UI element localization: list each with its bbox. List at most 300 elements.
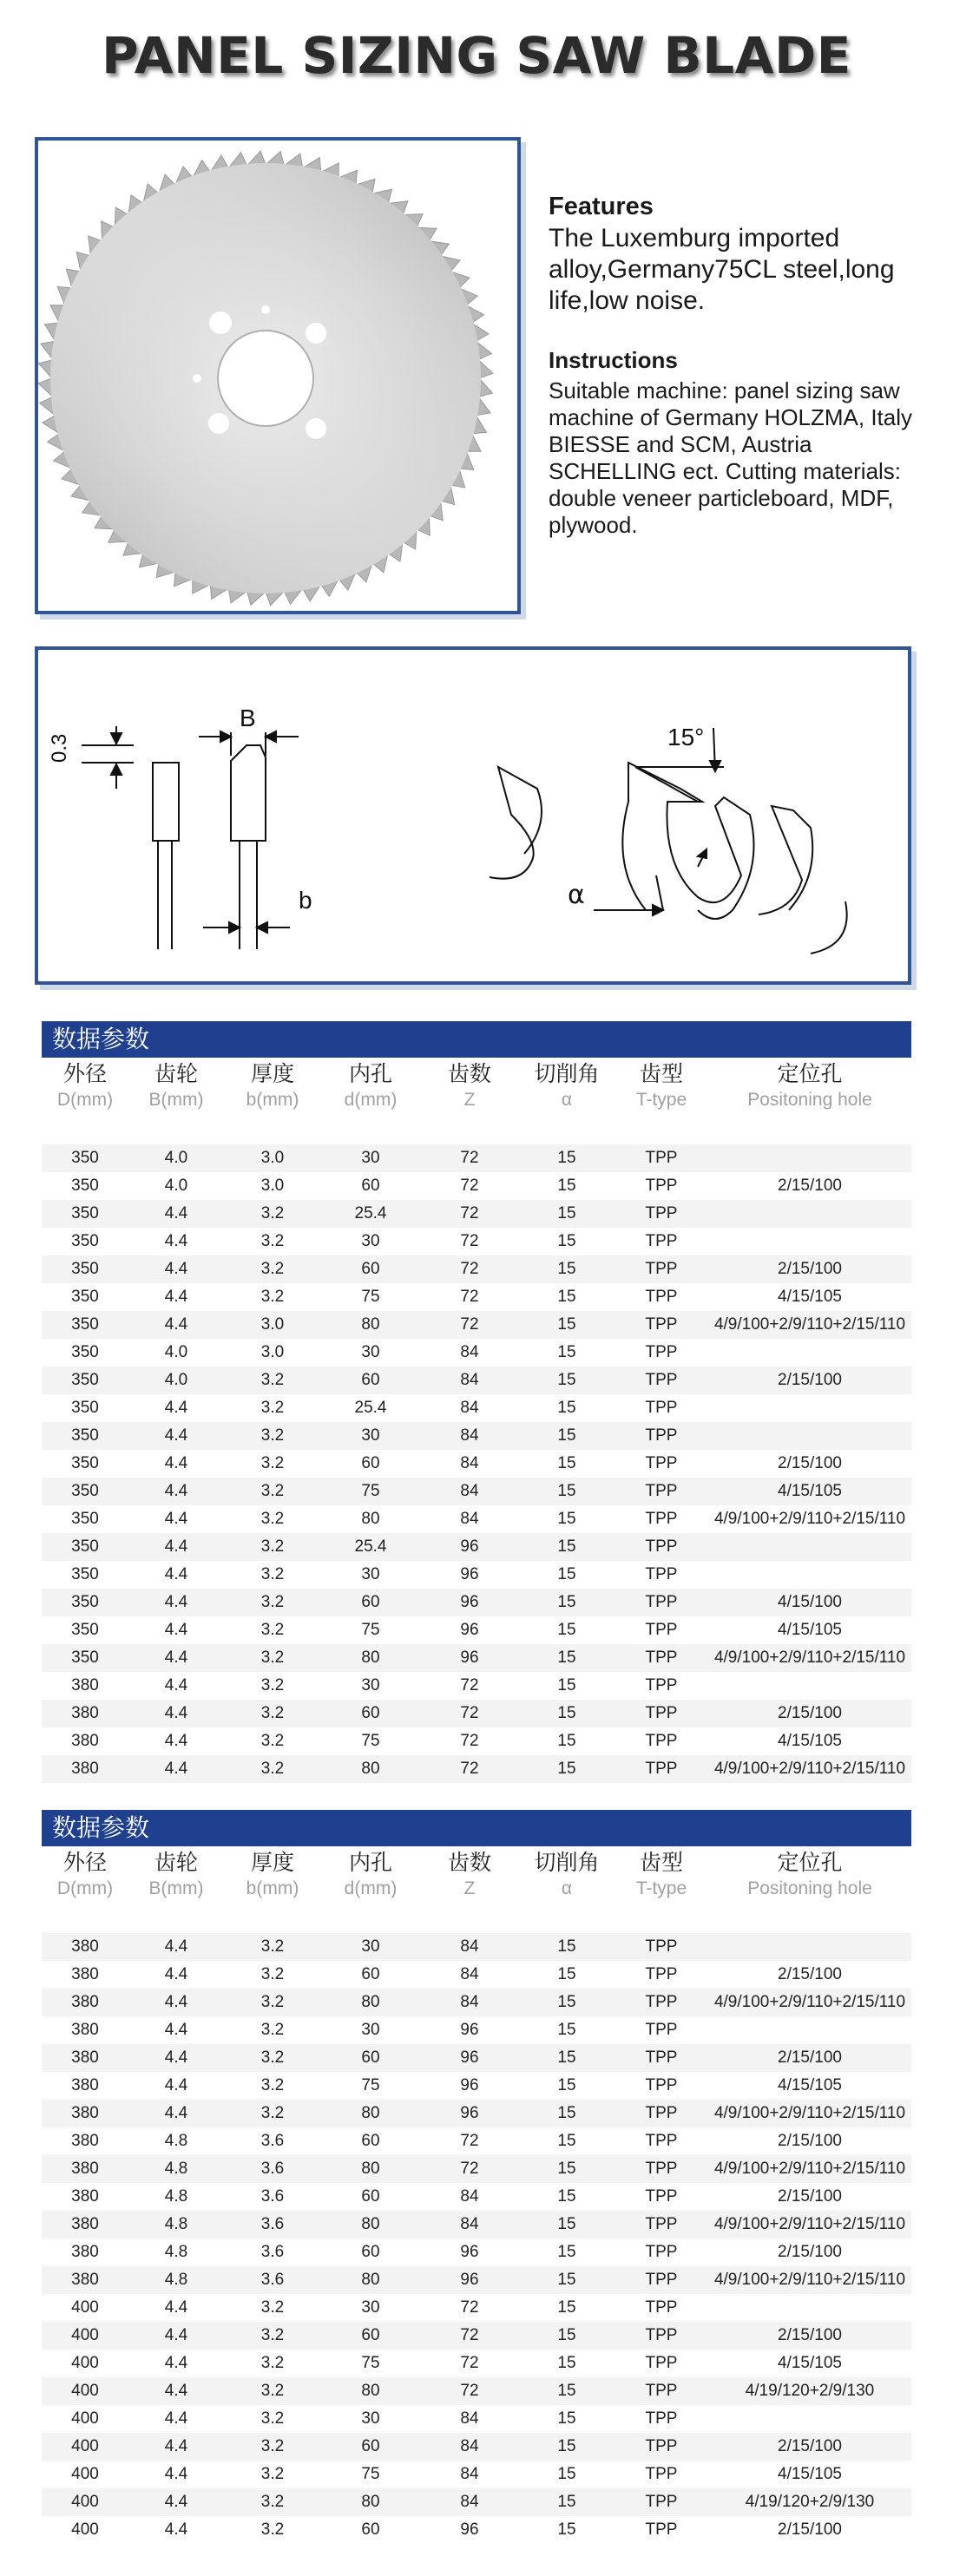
table-cell: 350 <box>71 1454 99 1472</box>
table-cell: 3.2 <box>260 2104 285 2122</box>
table-cell: 3.2 <box>260 1399 285 1417</box>
table-cell: 4.8 <box>164 2187 188 2206</box>
table-row <box>42 1505 911 1533</box>
table-cell: 380 <box>71 1676 99 1694</box>
table-cell: TPP <box>645 2437 678 2455</box>
table-cell: 72 <box>460 1177 479 1195</box>
table-cell: 4/15/105 <box>778 1621 842 1639</box>
table-cell: 400 <box>71 2437 99 2455</box>
table-cell: 2/15/100 <box>778 1454 842 1472</box>
table-row <box>42 2516 911 2544</box>
table-cell: 3.2 <box>260 1993 285 2011</box>
table-cell: 30 <box>361 1343 380 1361</box>
table-cell: 84 <box>460 1426 479 1445</box>
table-row <box>42 2405 911 2433</box>
table-header-en <box>42 1087 911 1113</box>
table-row <box>42 2044 911 2072</box>
table-cell: 15 <box>557 2437 576 2455</box>
table-cell: 72 <box>460 1732 479 1750</box>
table-cell: 15 <box>557 2187 576 2206</box>
column-header-en: D(mm) <box>56 1878 114 1898</box>
table-cell: 15 <box>557 2021 576 2039</box>
table-cell: 2/15/100 <box>778 2243 842 2261</box>
table-cell: 15 <box>557 1537 576 1556</box>
column-header-en: α <box>561 1090 573 1110</box>
table-cell: TPP <box>645 2493 678 2511</box>
table-cell: 15 <box>557 1454 576 1472</box>
table-cell: 15 <box>557 1704 576 1722</box>
table-cell: 96 <box>460 2076 479 2094</box>
table-cell: 4/19/120+2/9/130 <box>745 2382 875 2400</box>
table-body <box>42 1144 911 1783</box>
table-cell: 3.2 <box>260 1232 285 1250</box>
table-cell: TPP <box>645 1260 678 1278</box>
table-cell: 4.4 <box>164 1993 188 2011</box>
table-cell: 15 <box>557 2520 576 2539</box>
table-cell: 72 <box>460 2160 479 2178</box>
table-row <box>42 1394 911 1422</box>
table-cell: 4.4 <box>164 2354 188 2372</box>
table-cell: 60 <box>361 1260 380 1278</box>
table-row <box>42 1339 911 1367</box>
table-row <box>42 1478 911 1505</box>
table-cell: 84 <box>460 2437 479 2455</box>
table-cell: 3.2 <box>260 2021 285 2039</box>
saw-blade-icon <box>38 141 517 611</box>
table-cell: 4.4 <box>164 1732 188 1750</box>
table-cell: 4.4 <box>164 1760 188 1778</box>
table-cell: 72 <box>460 2326 479 2344</box>
table-cell: 4/19/120+2/9/130 <box>745 2493 875 2511</box>
table-cell: 4/15/105 <box>778 2076 842 2094</box>
table-cell: 15 <box>557 1426 576 1445</box>
table-row <box>42 1755 911 1783</box>
table-cell: 75 <box>361 1288 380 1306</box>
table-cell: 3.2 <box>260 1732 285 1750</box>
table-cell: 4.4 <box>164 2021 188 2039</box>
table-cell: 30 <box>361 1149 380 1167</box>
table-cell: TPP <box>645 2409 678 2428</box>
column-header-en: b(mm) <box>246 1090 299 1110</box>
table-cell: 3.2 <box>260 1454 285 1472</box>
table-cell: 4.4 <box>164 1676 188 1694</box>
table-cell: 380 <box>71 2048 99 2067</box>
column-header-cn: 定位孔 <box>777 1850 843 1875</box>
table-cell: 4/15/105 <box>778 2465 842 2483</box>
table-cell: 4.4 <box>164 2076 188 2094</box>
features-block <box>549 193 930 317</box>
table-cell: TPP <box>645 2354 678 2372</box>
table-header-cn <box>42 1846 911 1876</box>
table-cell: 3.2 <box>260 1760 285 1778</box>
table-cell: 84 <box>460 2409 479 2428</box>
table-cell: 3.2 <box>260 2048 285 2067</box>
table-cell: 400 <box>71 2409 99 2428</box>
table-cell: 400 <box>71 2326 99 2344</box>
table-cell: 72 <box>460 1676 479 1694</box>
table-cell: 350 <box>71 1204 99 1222</box>
table-cell: 3.2 <box>260 1676 285 1694</box>
table-cell: 72 <box>460 2354 479 2372</box>
table-cell: 15 <box>557 2354 576 2372</box>
column-header-cn: 齿数 <box>447 1850 491 1875</box>
column-header-cn: 定位孔 <box>777 1061 843 1086</box>
table-cell: 15 <box>557 2132 576 2150</box>
table-cell: 60 <box>361 2326 380 2344</box>
table-cell: 4/9/100+2/9/110+2/15/110 <box>713 2160 906 2178</box>
table-cell: 4.8 <box>164 2271 188 2289</box>
table-cell: 2/15/100 <box>778 2520 842 2539</box>
table-cell: 350 <box>71 1593 99 1611</box>
table-cell: TPP <box>645 1621 678 1639</box>
table-cell: 25.4 <box>354 1204 387 1222</box>
table-cell: 4.4 <box>164 1565 188 1583</box>
features-heading: Features <box>549 193 654 220</box>
table-cell: 84 <box>460 1482 479 1500</box>
table-row <box>42 1422 911 1450</box>
column-header-cn: 齿轮 <box>154 1061 198 1086</box>
table-cell: TPP <box>645 1760 678 1778</box>
table-cell: 400 <box>71 2520 99 2539</box>
table-cell: 80 <box>361 2215 380 2233</box>
table-cell: 3.0 <box>260 1343 285 1361</box>
table-row <box>42 1367 911 1394</box>
table-cell: TPP <box>645 2215 678 2233</box>
dim-B-label: B <box>240 705 256 731</box>
table-cell: 84 <box>460 1965 479 1983</box>
table-cell: 3.0 <box>260 1149 285 1167</box>
table-cell: 30 <box>361 1232 380 1250</box>
table-cell: 15 <box>557 2298 576 2317</box>
column-header-en: T-type <box>635 1878 687 1898</box>
table-row <box>42 2461 911 2488</box>
table-cell: 4.4 <box>164 1593 188 1611</box>
table-row <box>42 1255 911 1283</box>
table-cell: 84 <box>460 1454 479 1472</box>
table-cell: 15 <box>557 2493 576 2511</box>
table-cell: 84 <box>460 1399 479 1417</box>
table-cell: 84 <box>460 2187 479 2206</box>
features-text: The Luxemburg imported alloy,Germany75CL steel,long life,low noise. <box>549 224 895 315</box>
table-cell: TPP <box>645 1649 678 1667</box>
table-row <box>42 1933 911 1961</box>
table-cell: 60 <box>361 1704 380 1722</box>
table-cell: TPP <box>645 1288 678 1306</box>
table-cell: TPP <box>645 2076 678 2094</box>
table-cell: 380 <box>71 2021 99 2039</box>
table-cell: 15 <box>557 2382 576 2400</box>
table-cell: 4.4 <box>164 1454 188 1472</box>
column-header-cn: 切削角 <box>534 1850 600 1875</box>
blade-image-frame <box>35 137 521 614</box>
table-cell: 15 <box>557 2243 576 2261</box>
table-cell: 3.2 <box>260 2298 285 2317</box>
table-cell: 80 <box>361 1510 380 1528</box>
table-cell: 80 <box>361 1760 380 1778</box>
table-cell: 3.2 <box>260 1510 285 1528</box>
table-cell: 380 <box>71 2132 99 2150</box>
table-cell: 60 <box>361 1965 380 1983</box>
table-cell: 4.8 <box>164 2243 188 2261</box>
table-cell: 75 <box>361 1482 380 1500</box>
table-cell: 60 <box>361 1177 380 1195</box>
table-header-cn <box>42 1058 911 1087</box>
table-cell: 350 <box>71 1510 99 1528</box>
table-cell: 4.4 <box>164 1288 188 1306</box>
table-cell: TPP <box>645 1993 678 2011</box>
table-cell: 3.2 <box>260 2465 285 2483</box>
table-row <box>42 1700 911 1727</box>
column-header-cn: 内孔 <box>348 1850 392 1875</box>
table-row <box>42 1727 911 1755</box>
table-cell: 84 <box>460 1993 479 2011</box>
table-cell: 75 <box>361 1732 380 1750</box>
table-cell: 4.0 <box>164 1371 188 1389</box>
table-cell: 4.8 <box>164 2215 188 2233</box>
table-cell: 80 <box>361 1993 380 2011</box>
table-body <box>42 1933 911 2544</box>
table-cell: 4.4 <box>164 2493 188 2511</box>
table-cell: 380 <box>71 1937 99 1956</box>
table-cell: 60 <box>361 2187 380 2206</box>
table-cell: 30 <box>361 1565 380 1583</box>
table-cell: 4.4 <box>164 1649 188 1667</box>
table-cell: 350 <box>71 1537 99 1556</box>
table-cell: 15 <box>557 1993 576 2011</box>
table-row <box>42 2211 911 2238</box>
table-cell: 72 <box>460 2298 479 2317</box>
table-cell: 350 <box>71 1315 99 1334</box>
table-cell: 15 <box>557 2076 576 2094</box>
table-cell: 15 <box>557 1565 576 1583</box>
table-cell: TPP <box>645 2326 678 2344</box>
table-cell: 84 <box>460 2465 479 2483</box>
table-cell: 80 <box>361 2104 380 2122</box>
table-cell: 30 <box>361 1426 380 1445</box>
table-cell: 350 <box>71 1399 99 1417</box>
table-row <box>42 2127 911 2155</box>
table-cell: 350 <box>71 1343 99 1361</box>
table-row <box>42 2016 911 2044</box>
table-cell: 80 <box>361 2160 380 2178</box>
table-cell: 72 <box>460 1288 479 1306</box>
table-cell: 4.4 <box>164 2437 188 2455</box>
column-header-en: d(mm) <box>344 1090 398 1110</box>
table-cell: 350 <box>71 1649 99 1667</box>
table-cell: 15 <box>557 1399 576 1417</box>
table-cell: 15 <box>557 1315 576 1334</box>
table-cell: 3.2 <box>260 1204 285 1222</box>
table-cell: 4/15/105 <box>778 1732 842 1750</box>
table-cell: 30 <box>361 2409 380 2428</box>
table-cell: 350 <box>71 1565 99 1583</box>
table-cell: 4.4 <box>164 1510 188 1528</box>
column-header-cn: 外径 <box>62 1061 107 1086</box>
instructions-heading: Instructions <box>549 347 678 373</box>
table-cell: 380 <box>71 2271 99 2289</box>
table-cell: TPP <box>645 2271 678 2289</box>
table-cell: 3.2 <box>260 1482 285 1500</box>
table-cell: TPP <box>645 1315 678 1334</box>
table-cell: 4.4 <box>164 2382 188 2400</box>
table-cell: 2/15/100 <box>778 2187 842 2206</box>
table-cell: 4/15/105 <box>778 2354 842 2372</box>
table-row <box>42 2433 911 2461</box>
table-cell: 84 <box>460 1510 479 1528</box>
table-cell: 350 <box>71 1621 99 1639</box>
table-cell: 15 <box>557 2048 576 2067</box>
table-row <box>42 2183 911 2211</box>
table-row <box>42 2350 911 2377</box>
table-cell: 400 <box>71 2493 99 2511</box>
table-cell: 4.0 <box>164 1343 188 1361</box>
table-cell: 350 <box>71 1232 99 1250</box>
table-cell: TPP <box>645 2048 678 2067</box>
table-row <box>42 1200 911 1228</box>
table-cell: 4.4 <box>164 1621 188 1639</box>
spec-table-1 <box>42 1021 911 1783</box>
table-cell: 96 <box>460 1621 479 1639</box>
table-cell: 3.2 <box>260 2493 285 2511</box>
table-cell: 3.0 <box>260 1315 285 1334</box>
table-cell: TPP <box>645 2298 678 2317</box>
table-cell: 84 <box>460 2493 479 2511</box>
table-cell: 2/15/100 <box>778 2326 842 2344</box>
table-cell: 15 <box>557 1676 576 1694</box>
table-cell: 25.4 <box>354 1399 387 1417</box>
table-cell: 84 <box>460 2215 479 2233</box>
table-cell: 4/9/100+2/9/110+2/15/110 <box>713 2215 906 2233</box>
table-cell: TPP <box>645 2465 678 2483</box>
table-cell: 4/15/105 <box>778 1482 842 1500</box>
table-cell: 4.4 <box>164 2326 188 2344</box>
table-cell: 4.4 <box>164 1704 188 1722</box>
table-cell: 3.6 <box>260 2187 285 2206</box>
table-cell: 96 <box>460 2243 479 2261</box>
table-cell: 4.8 <box>164 2160 188 2178</box>
table-cell: 4.4 <box>164 1537 188 1556</box>
table-cell: 3.2 <box>260 1593 285 1611</box>
table-cell: 72 <box>460 1260 479 1278</box>
table-row <box>42 2377 911 2405</box>
table-cell: 84 <box>460 1343 479 1361</box>
table-cell: 350 <box>71 1260 99 1278</box>
table-cell: 380 <box>71 2187 99 2206</box>
table-cell: 380 <box>71 1732 99 1750</box>
table-cell: 72 <box>460 2382 479 2400</box>
table-cell: TPP <box>645 1510 678 1528</box>
table-cell: 3.2 <box>260 2409 285 2428</box>
table-cell: 3.2 <box>260 2354 285 2372</box>
table-row <box>42 1283 911 1311</box>
table-row <box>42 2155 911 2183</box>
table-cell: 4.4 <box>164 1260 188 1278</box>
column-header-cn: 内孔 <box>348 1061 392 1086</box>
table-cell: 72 <box>460 1760 479 1778</box>
table-cell: 2/15/100 <box>778 2048 842 2067</box>
table-cell: TPP <box>645 1343 678 1361</box>
table-row <box>42 1672 911 1700</box>
table-row <box>42 1144 911 1172</box>
table-cell: 4.4 <box>164 1965 188 1983</box>
table-cell: TPP <box>645 2520 678 2539</box>
table-cell: 72 <box>460 1204 479 1222</box>
table-cell: 30 <box>361 1937 380 1956</box>
table-cell: 2/15/100 <box>778 1371 842 1389</box>
table-cell: 2/15/100 <box>778 2437 842 2455</box>
table-row <box>42 1644 911 1672</box>
column-header-en: T-type <box>635 1090 687 1110</box>
table-cell: 4.4 <box>164 1482 188 1500</box>
table-cell: 60 <box>361 2132 380 2150</box>
angle-15-label: 15° <box>667 724 705 751</box>
table-cell: 60 <box>361 2243 380 2261</box>
table-cell: 350 <box>71 1149 99 1167</box>
table-cell: 80 <box>361 2382 380 2400</box>
table-cell: 4.4 <box>164 2104 188 2122</box>
table-cell: 4.4 <box>164 2298 188 2317</box>
column-header-en: B(mm) <box>148 1090 204 1110</box>
table-cell: 30 <box>361 2021 380 2039</box>
table-cell: 96 <box>460 2104 479 2122</box>
table-cell: 3.2 <box>260 1565 285 1583</box>
table-cell: 15 <box>557 2409 576 2428</box>
table-cell: 96 <box>460 1593 479 1611</box>
table-cell: 380 <box>71 2076 99 2094</box>
table-cell: 15 <box>557 1965 576 1983</box>
table-cell: 60 <box>361 1593 380 1611</box>
table-cell: 15 <box>557 1760 576 1778</box>
tooth-profile-diagram <box>38 650 908 981</box>
table-cell: 2/15/100 <box>778 1260 842 1278</box>
table-cell: 380 <box>71 2215 99 2233</box>
table-row <box>42 2322 911 2350</box>
table-cell: 3.2 <box>260 1937 285 1956</box>
table-row <box>42 2238 911 2266</box>
table-cell: 15 <box>557 1149 576 1167</box>
table-cell: 350 <box>71 1177 99 1195</box>
table-cell: 72 <box>460 1232 479 1250</box>
column-header-en: b(mm) <box>246 1878 299 1898</box>
table-cell: 30 <box>361 2298 380 2317</box>
table-cell: 4.8 <box>164 2132 188 2150</box>
table-cell: 350 <box>71 1482 99 1500</box>
table-cell: 4/9/100+2/9/110+2/15/110 <box>713 2271 906 2289</box>
table-cell: 15 <box>557 1232 576 1250</box>
column-header-en: Z <box>463 1090 476 1110</box>
table-cell: 3.6 <box>260 2160 285 2178</box>
table-cell: 4.4 <box>164 1426 188 1445</box>
table-cell: 72 <box>460 1704 479 1722</box>
table-cell: 60 <box>361 1371 380 1389</box>
column-header-cn: 齿轮 <box>154 1850 198 1875</box>
instructions-block <box>549 347 922 539</box>
table-cell: TPP <box>645 1732 678 1750</box>
table-cell: 4/9/100+2/9/110+2/15/110 <box>713 2104 906 2122</box>
table-cell: 3.2 <box>260 1288 285 1306</box>
table-cell: 96 <box>460 2048 479 2067</box>
table-cell: 350 <box>71 1288 99 1306</box>
table-cell: 400 <box>71 2298 99 2317</box>
table-cell: TPP <box>645 1482 678 1500</box>
table-cell: 3.2 <box>260 1704 285 1722</box>
table-cell: TPP <box>645 1676 678 1694</box>
angle-alpha-label: α <box>568 880 585 910</box>
table-cell: TPP <box>645 1232 678 1250</box>
table-cell: 3.2 <box>260 1260 285 1278</box>
table-cell: 80 <box>361 1315 380 1334</box>
table-cell: 96 <box>460 2271 479 2289</box>
